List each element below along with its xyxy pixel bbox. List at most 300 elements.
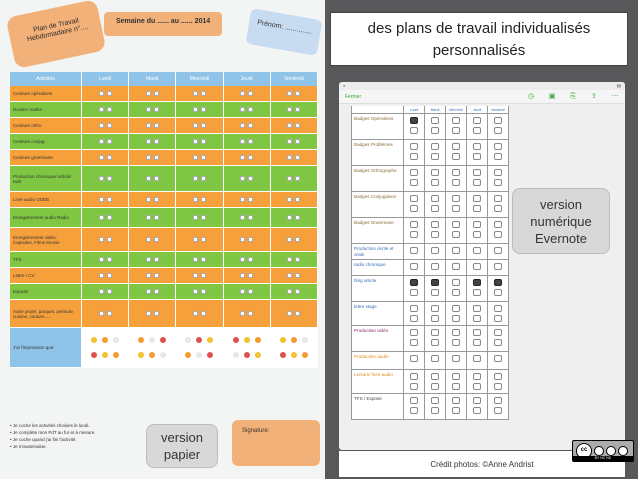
paper-checkbox	[107, 107, 112, 112]
checkbox[interactable]	[473, 315, 481, 322]
checkbox[interactable]	[431, 231, 439, 238]
worksheet-row	[10, 228, 318, 252]
worksheet-row	[10, 118, 318, 134]
day-cell	[425, 192, 446, 217]
day-cell	[271, 300, 318, 327]
checkbox[interactable]	[431, 329, 439, 336]
day-cell	[224, 192, 271, 207]
checkbox[interactable]	[494, 153, 502, 160]
checkbox[interactable]	[452, 143, 460, 150]
day-cell	[224, 228, 271, 251]
checkbox[interactable]	[431, 397, 439, 404]
checkbox[interactable]	[410, 153, 418, 160]
paper-checkbox	[240, 155, 245, 160]
checkbox[interactable]	[452, 263, 460, 270]
checkbox[interactable]	[452, 169, 460, 176]
checkbox[interactable]	[494, 397, 502, 404]
table-header-day: Mercredi	[446, 106, 467, 114]
cc-license-badge[interactable]	[572, 440, 634, 462]
instruction-line: • Je coche quand j'ai fini l'activité.	[10, 437, 77, 442]
day-cell	[129, 150, 176, 165]
paper-checkbox	[146, 123, 151, 128]
day-cell	[176, 192, 223, 207]
day-cell	[82, 86, 129, 101]
checkbox[interactable]	[494, 355, 502, 362]
worksheet-row	[10, 300, 318, 328]
paper-checkbox	[146, 273, 151, 278]
day-cell	[446, 260, 467, 275]
checkbox[interactable]	[410, 231, 418, 238]
checkbox[interactable]	[452, 339, 460, 346]
checkbox[interactable]	[494, 279, 502, 286]
checkbox[interactable]	[473, 383, 481, 390]
grid-header-cell: Activités	[10, 72, 82, 86]
checkbox[interactable]	[473, 153, 481, 160]
smiley-icon	[280, 337, 286, 343]
checkbox[interactable]	[473, 263, 481, 270]
paper-checkbox	[201, 215, 206, 220]
paper-checkbox	[248, 197, 253, 202]
digital-version-label: version numérique Evernote	[512, 188, 610, 254]
checkbox[interactable]	[473, 117, 481, 124]
day-cell	[271, 102, 318, 117]
paper-checkbox	[287, 123, 292, 128]
paper-checkbox	[287, 107, 292, 112]
activity-label: TFS	[10, 252, 82, 267]
emoji-cell	[82, 328, 129, 367]
grid-header-cell: Mardi	[129, 72, 176, 86]
grid-body	[10, 86, 318, 368]
checkbox[interactable]	[452, 127, 460, 134]
checkbox[interactable]	[410, 383, 418, 390]
paper-checkbox	[154, 155, 159, 160]
paper-checkbox	[193, 197, 198, 202]
table-row	[352, 166, 509, 192]
paper-checkbox	[295, 139, 300, 144]
checkbox[interactable]	[494, 407, 502, 414]
table-row	[352, 114, 509, 140]
row-label: Lecture/ livre audio	[352, 370, 404, 393]
paper-checkbox	[240, 107, 245, 112]
paper-checkbox	[240, 123, 245, 128]
checkbox[interactable]	[473, 195, 481, 202]
activity-label: Production chronique/ article/ twitt	[10, 166, 82, 191]
smiley-icon	[102, 337, 108, 343]
checkbox[interactable]	[452, 247, 460, 254]
checkbox[interactable]	[473, 339, 481, 346]
checkbox[interactable]	[494, 383, 502, 390]
checkbox[interactable]	[452, 289, 460, 296]
paper-checkbox	[287, 237, 292, 242]
camera-icon[interactable]: ▣	[548, 92, 556, 100]
checkbox[interactable]	[431, 153, 439, 160]
checkbox[interactable]	[431, 117, 439, 124]
paper-checkbox	[295, 91, 300, 96]
paper-checkbox	[99, 311, 104, 316]
checkbox[interactable]	[452, 305, 460, 312]
paper-checkbox	[240, 197, 245, 202]
paper-checkbox	[99, 91, 104, 96]
activity-label: Ceinture ortho	[10, 118, 82, 133]
smiley-icon	[244, 337, 250, 343]
checkbox[interactable]	[473, 205, 481, 212]
checkbox[interactable]	[431, 339, 439, 346]
reminder-icon[interactable]: ◷	[527, 92, 535, 100]
day-cell	[129, 228, 176, 251]
paper-checkbox	[107, 257, 112, 262]
day-cell	[467, 140, 488, 165]
checkbox[interactable]	[473, 305, 481, 312]
checkbox[interactable]	[410, 143, 418, 150]
smiley-icon	[91, 337, 97, 343]
checkbox[interactable]	[410, 263, 418, 270]
checkbox[interactable]	[431, 289, 439, 296]
checkbox[interactable]	[410, 355, 418, 362]
checkbox[interactable]	[473, 355, 481, 362]
day-cell	[176, 166, 223, 191]
checkbox[interactable]	[410, 279, 418, 286]
photo-credit: Crédit photos: ©Anne Andrist	[339, 451, 625, 477]
checkbox[interactable]	[494, 373, 502, 380]
day-cell	[488, 140, 509, 165]
checkbox[interactable]	[494, 179, 502, 186]
day-cell	[488, 114, 509, 139]
checkbox[interactable]	[473, 143, 481, 150]
status-right: ▮▮	[616, 83, 621, 88]
paper-checkbox	[146, 257, 151, 262]
checkbox[interactable]	[452, 397, 460, 404]
checkbox[interactable]	[494, 247, 502, 254]
paper-checkbox	[248, 215, 253, 220]
row-label: lettre stage	[352, 302, 404, 325]
day-cell	[404, 352, 425, 369]
row-label: Badges Conjugaison	[352, 192, 404, 217]
paper-checkbox	[146, 311, 151, 316]
worksheet-grid	[10, 72, 318, 368]
day-cell	[425, 394, 446, 419]
paper-checkbox	[287, 311, 292, 316]
day-cell	[129, 102, 176, 117]
paper-checkbox	[248, 139, 253, 144]
checkbox[interactable]	[431, 315, 439, 322]
day-cell	[425, 260, 446, 275]
day-cell	[224, 252, 271, 267]
checkbox[interactable]	[473, 231, 481, 238]
paper-checkbox	[201, 311, 206, 316]
checkbox[interactable]	[473, 221, 481, 228]
checkbox[interactable]	[452, 195, 460, 202]
smiley-icon	[196, 352, 202, 358]
evernote-table	[351, 106, 509, 420]
checkbox[interactable]	[431, 205, 439, 212]
paper-checkbox	[201, 237, 206, 242]
paper-checkbox	[193, 155, 198, 160]
day-cell	[488, 326, 509, 351]
checkbox[interactable]	[452, 373, 460, 380]
checkbox[interactable]	[410, 289, 418, 296]
checkbox[interactable]	[473, 179, 481, 186]
paper-checkbox	[154, 123, 159, 128]
day-cell	[82, 268, 129, 283]
day-cell	[82, 284, 129, 299]
table-row	[352, 260, 509, 276]
smiley-icon	[302, 352, 308, 358]
checkbox[interactable]	[473, 169, 481, 176]
instruction-line: • Je m'autoévalue.	[10, 444, 47, 449]
checkbox[interactable]	[431, 355, 439, 362]
checkbox[interactable]	[494, 263, 502, 270]
checkbox[interactable]	[431, 305, 439, 312]
checkbox[interactable]	[431, 279, 439, 286]
checkbox[interactable]	[494, 289, 502, 296]
paper-checkbox	[193, 123, 198, 128]
checkbox[interactable]	[431, 143, 439, 150]
checkbox[interactable]	[410, 305, 418, 312]
checkbox[interactable]	[410, 127, 418, 134]
day-cell	[82, 228, 129, 251]
checkbox[interactable]	[473, 373, 481, 380]
paper-checkbox	[107, 176, 112, 181]
day-cell	[404, 218, 425, 243]
paper-checkbox	[193, 237, 198, 242]
checkbox[interactable]	[410, 407, 418, 414]
worksheet-row	[10, 150, 318, 166]
paper-checkbox	[201, 155, 206, 160]
checkbox[interactable]	[494, 205, 502, 212]
day-cell	[467, 244, 488, 259]
day-cell	[467, 370, 488, 393]
day-cell	[176, 102, 223, 117]
checkbox[interactable]	[431, 195, 439, 202]
day-cell	[467, 302, 488, 325]
table-row	[352, 326, 509, 352]
worksheet-row	[10, 192, 318, 208]
checkbox[interactable]	[494, 231, 502, 238]
checkbox[interactable]	[452, 221, 460, 228]
day-cell	[224, 208, 271, 227]
checkbox[interactable]	[452, 407, 460, 414]
row-label: TFS / Exposé	[352, 394, 404, 419]
day-cell	[176, 134, 223, 149]
checkbox[interactable]	[431, 407, 439, 414]
paper-checkbox	[107, 289, 112, 294]
checkbox[interactable]	[410, 247, 418, 254]
checkbox[interactable]	[452, 383, 460, 390]
day-cell	[488, 394, 509, 419]
grid-header	[10, 72, 318, 86]
table-row	[352, 276, 509, 302]
paper-checkbox	[146, 155, 151, 160]
checkbox[interactable]	[494, 169, 502, 176]
checkbox[interactable]	[473, 127, 481, 134]
paper-checkbox	[107, 273, 112, 278]
table-row	[352, 244, 509, 260]
checkbox[interactable]	[452, 355, 460, 362]
checkbox[interactable]	[452, 117, 460, 124]
smiley-icon	[291, 352, 297, 358]
checkbox[interactable]	[473, 407, 481, 414]
checkbox[interactable]	[494, 195, 502, 202]
paper-checkbox	[287, 176, 292, 181]
day-cell	[467, 276, 488, 301]
paper-checkbox	[154, 289, 159, 294]
checkbox[interactable]	[431, 263, 439, 270]
checkbox[interactable]	[473, 247, 481, 254]
worksheet-row	[10, 134, 318, 150]
day-cell	[82, 134, 129, 149]
day-cell	[271, 150, 318, 165]
paper-checkbox	[107, 91, 112, 96]
checkbox[interactable]	[410, 169, 418, 176]
paper-checkbox	[248, 155, 253, 160]
checkbox[interactable]	[410, 339, 418, 346]
paper-checkbox	[287, 91, 292, 96]
checkbox[interactable]	[431, 169, 439, 176]
day-cell	[425, 166, 446, 191]
grid-header-cell: Lundi	[82, 72, 129, 86]
checkbox[interactable]	[431, 247, 439, 254]
day-cell	[488, 166, 509, 191]
day-cell	[271, 166, 318, 191]
paper-checkbox	[248, 107, 253, 112]
checkbox[interactable]	[452, 153, 460, 160]
checkbox[interactable]	[410, 195, 418, 202]
checkbox[interactable]	[410, 179, 418, 186]
day-cell	[176, 252, 223, 267]
paper-checkbox	[248, 91, 253, 96]
day-cell	[425, 302, 446, 325]
checkbox[interactable]	[494, 329, 502, 336]
attach-icon[interactable]: ⎘	[570, 92, 576, 100]
paper-checkbox	[295, 289, 300, 294]
checkbox[interactable]	[494, 305, 502, 312]
worksheet-row	[10, 208, 318, 228]
paper-checkbox	[193, 176, 198, 181]
paper-checkbox	[154, 197, 159, 202]
checkbox[interactable]	[494, 143, 502, 150]
paper-checkbox	[240, 176, 245, 181]
row-label: Badges Opérations	[352, 114, 404, 139]
activity-label: Exposé	[10, 284, 82, 299]
day-cell	[404, 192, 425, 217]
paper-checkbox	[146, 91, 151, 96]
paper-checkbox	[107, 123, 112, 128]
checkbox[interactable]	[473, 329, 481, 336]
checkbox[interactable]	[452, 231, 460, 238]
checkbox[interactable]	[452, 315, 460, 322]
activity-label: Dossier maths	[10, 102, 82, 117]
close-button[interactable]: Fermer	[345, 93, 362, 100]
name-tag: Prénom: ..............	[245, 8, 322, 56]
checkbox[interactable]	[410, 205, 418, 212]
checkbox[interactable]	[473, 279, 481, 286]
paper-checkbox	[107, 155, 112, 160]
day-cell	[82, 208, 129, 227]
grid-header-cell: Vendredi	[271, 72, 318, 86]
day-cell	[404, 244, 425, 259]
table-header-day: Jeudi	[467, 106, 488, 114]
day-cell	[271, 284, 318, 299]
paper-checkbox	[99, 123, 104, 128]
checkbox[interactable]	[452, 279, 460, 286]
table-body	[352, 114, 509, 420]
checkbox[interactable]	[431, 383, 439, 390]
paper-checkbox	[99, 237, 104, 242]
day-cell	[446, 140, 467, 165]
checkbox[interactable]	[494, 339, 502, 346]
day-cell	[425, 326, 446, 351]
paper-checkbox	[146, 197, 151, 202]
checkbox[interactable]	[452, 205, 460, 212]
day-cell	[271, 118, 318, 133]
paper-version-label: version papier	[146, 424, 218, 468]
checkbox[interactable]	[410, 373, 418, 380]
checkbox[interactable]	[431, 179, 439, 186]
day-cell	[271, 268, 318, 283]
checkbox[interactable]	[473, 289, 481, 296]
paper-checkbox	[201, 273, 206, 278]
paper-checkbox	[99, 155, 104, 160]
checkbox[interactable]	[494, 117, 502, 124]
day-cell	[446, 370, 467, 393]
instruction-line: • Je complète mon PdT au fur et à mesure.	[10, 430, 96, 435]
paper-checkbox	[295, 176, 300, 181]
paper-checkbox	[99, 197, 104, 202]
paper-checkbox	[193, 107, 198, 112]
day-cell	[404, 140, 425, 165]
checkbox[interactable]	[410, 117, 418, 124]
more-icon[interactable]: ⋯	[611, 92, 619, 100]
smiley-icon	[244, 352, 250, 358]
activity-label: Enregistrement audio Radio	[10, 208, 82, 227]
checkbox[interactable]	[494, 221, 502, 228]
worksheet-row	[10, 86, 318, 102]
activity-label: Lettre / CV	[10, 268, 82, 283]
paper-checkbox	[193, 273, 198, 278]
checkbox[interactable]	[473, 397, 481, 404]
day-cell	[467, 394, 488, 419]
checkbox[interactable]	[410, 397, 418, 404]
paper-checkbox	[107, 215, 112, 220]
checkbox[interactable]	[431, 373, 439, 380]
checkbox[interactable]	[431, 127, 439, 134]
day-cell	[488, 218, 509, 243]
share-icon[interactable]: ⇪	[591, 92, 597, 100]
checkbox[interactable]	[410, 221, 418, 228]
checkbox[interactable]	[494, 127, 502, 134]
paper-checkbox	[193, 257, 198, 262]
checkbox[interactable]	[452, 329, 460, 336]
paper-checkbox	[201, 107, 206, 112]
day-cell	[467, 260, 488, 275]
paper-checkbox	[146, 289, 151, 294]
checkbox[interactable]	[410, 315, 418, 322]
nd-icon	[618, 446, 628, 456]
day-cell	[176, 300, 223, 327]
checkbox[interactable]	[452, 179, 460, 186]
checkbox[interactable]	[431, 221, 439, 228]
day-cell	[467, 326, 488, 351]
paper-checkbox	[154, 273, 159, 278]
paper-checkbox	[240, 311, 245, 316]
checkbox[interactable]	[494, 315, 502, 322]
day-cell	[271, 228, 318, 251]
day-cell	[425, 244, 446, 259]
paper-checkbox	[146, 237, 151, 242]
row-label: Badges Grammaire	[352, 218, 404, 243]
checkbox[interactable]	[410, 329, 418, 336]
day-cell	[446, 244, 467, 259]
